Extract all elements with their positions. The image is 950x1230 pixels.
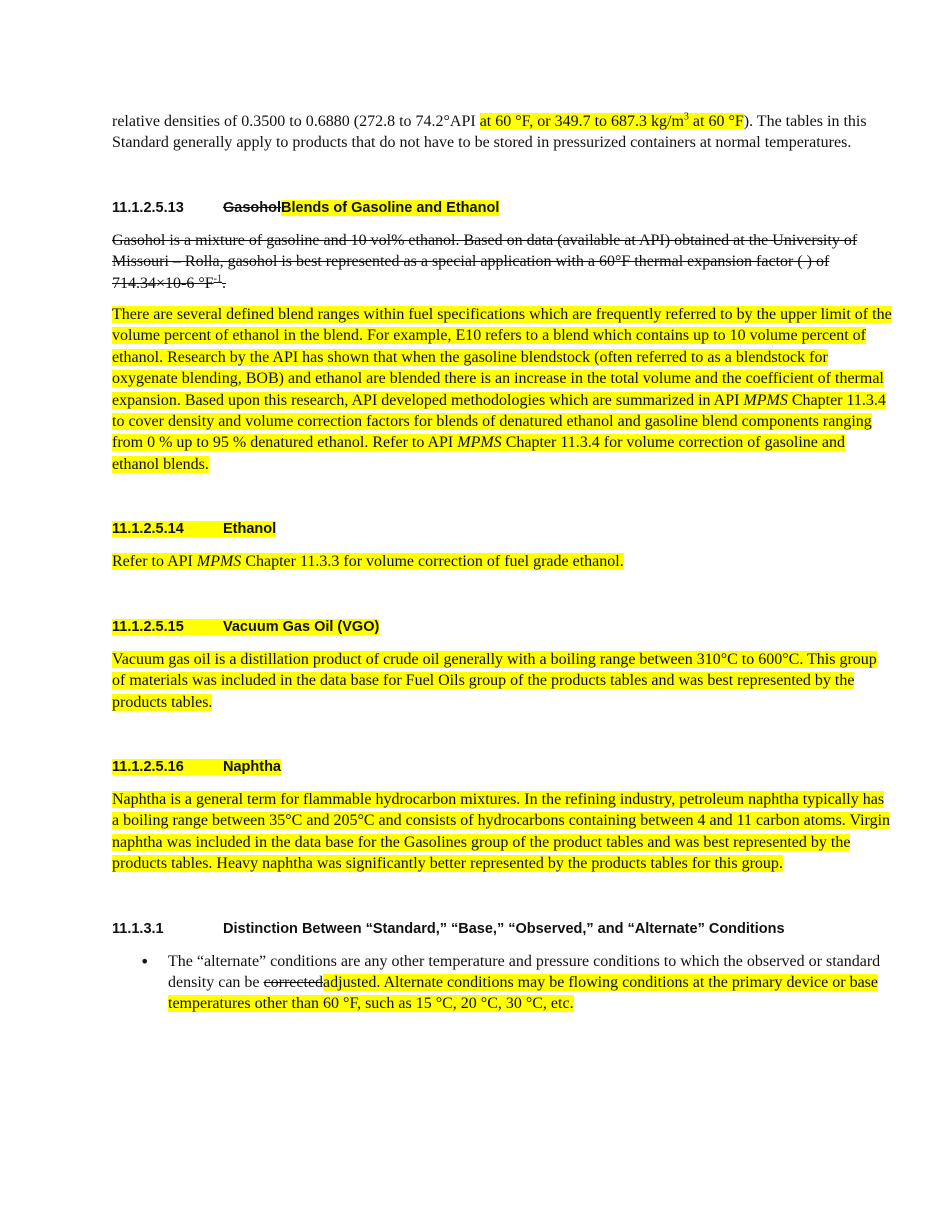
section-title: Distinction Between “Standard,” “Base,” “Observed,” and “Alternate” Conditions: [223, 920, 785, 937]
deleted-word: corrected: [263, 973, 324, 991]
section-heading-13: [112, 198, 892, 218]
naphtha-paragraph: Naphtha is a general term for flammable hydrocarbon mixtures. In the refining industry, petroleum naphtha typically has a boiling range between 35°C and 205°C and consists of hydrocarbons containing between 4 and 11 carbon atoms. Virgin naphtha was included in the data base for the Gasolines group of the product tables and was best represented by the products tables. Heavy naphtha was significantly better represented by the products tables for this group.: [112, 790, 891, 873]
section-heading-14: [112, 519, 892, 539]
intro-highlight: at 60 °F, or 349.7 to 687.3 $kg/m^3$ at 60 °F: [479, 111, 744, 130]
section-title: Naphtha: [223, 758, 281, 775]
intro-text: relative densities of 0.3500 to 0.6880 (272.8 to 74.2°API: [112, 113, 480, 130]
vgo-paragraph: Vacuum gas oil is a distillation product of crude oil generally with a boiling range between 310°C to 600°C. This group of materials was included in the data base for Fuel Oils group of the products tables and was best represented by the products tables.: [112, 650, 877, 711]
section-number: 11.1.2.5.14: [112, 521, 184, 538]
ethanol-paragraph: Refer to API MPMS Chapter 11.3.3 for volume correction of fuel grade ethanol.: [112, 553, 624, 571]
deleted-paragraph: Gasohol is a mixture of gasoline and 10 vol% ethanol. Based on data (available at API) obtained at the University of Missouri – Rolla, gasohol is best represented as a special application with a 60°F thermal expansion factor ( ) of 714.34×10-6 $^\circ F^{-1}$.: [112, 231, 858, 292]
bullet-icon: •: [140, 951, 150, 971]
section-number: 11.1.2.5.15: [112, 618, 184, 635]
section-heading-16: [112, 757, 892, 777]
section-number: 11.1.2.5.13: [112, 199, 184, 216]
blends-paragraph: There are several defined blend ranges within fuel specifications which are frequently referred to by the upper limit of the volume percent of ethanol in the blend. For example, E10 refers to a blend which contains up to 10 volume percent of ethanol. Research by the API has shown that when the gasoline blendstock (often referred to as a blendstock for oxygenate blending, BOB) and ethanol are blended there is an increase in the total volume and the coefficient of thermal expansion. Based upon this research, API developed methodologies which are summarized in API MPMS Chapter 11.3.4 to cover density and volume correction factors for blends of denatured ethanol and gasoline blend components ranging from 0 % up to 95 % denatured ethanol. Refer to API MPMS Chapter 11.3.4 for volume correction of gasoline and ethanol blends.: [112, 306, 892, 473]
intro-text-end: ). The tables in this Standard generally apply to products that do not have to be stored in pressurized containers at normal temperatures.: [112, 113, 867, 152]
inserted-title: Blends of Gasoline and Ethanol: [281, 199, 500, 216]
section-heading-131: [112, 919, 892, 939]
section-title: Ethanol: [223, 521, 277, 538]
bullet-item: • The “alternate” conditions are any other temperature and pressure conditions to which the observed or standard density can be correctedadjusted. Alternate conditions may be flowing conditions at the primary device or base temperatures other than 60 °F, such as 15 °C, 20 °C, 30 °C, etc.: [140, 951, 881, 1013]
deleted-title: Gasohol: [223, 199, 282, 216]
inserted-text: adjusted. Alternate conditions may be flowing conditions at the primary device or base temperatures other than 60 °F, such as 15 °C, 20 °C, 30 °C, etc.: [168, 973, 879, 1013]
section-number: 11.1.3.1: [112, 920, 164, 937]
intro-paragraph: [112, 111, 892, 154]
document-page: [112, 111, 892, 1015]
section-heading-15: [112, 617, 892, 637]
section-number: 11.1.2.5.16: [112, 758, 184, 775]
section-title: Vacuum Gas Oil (VGO): [223, 618, 380, 635]
